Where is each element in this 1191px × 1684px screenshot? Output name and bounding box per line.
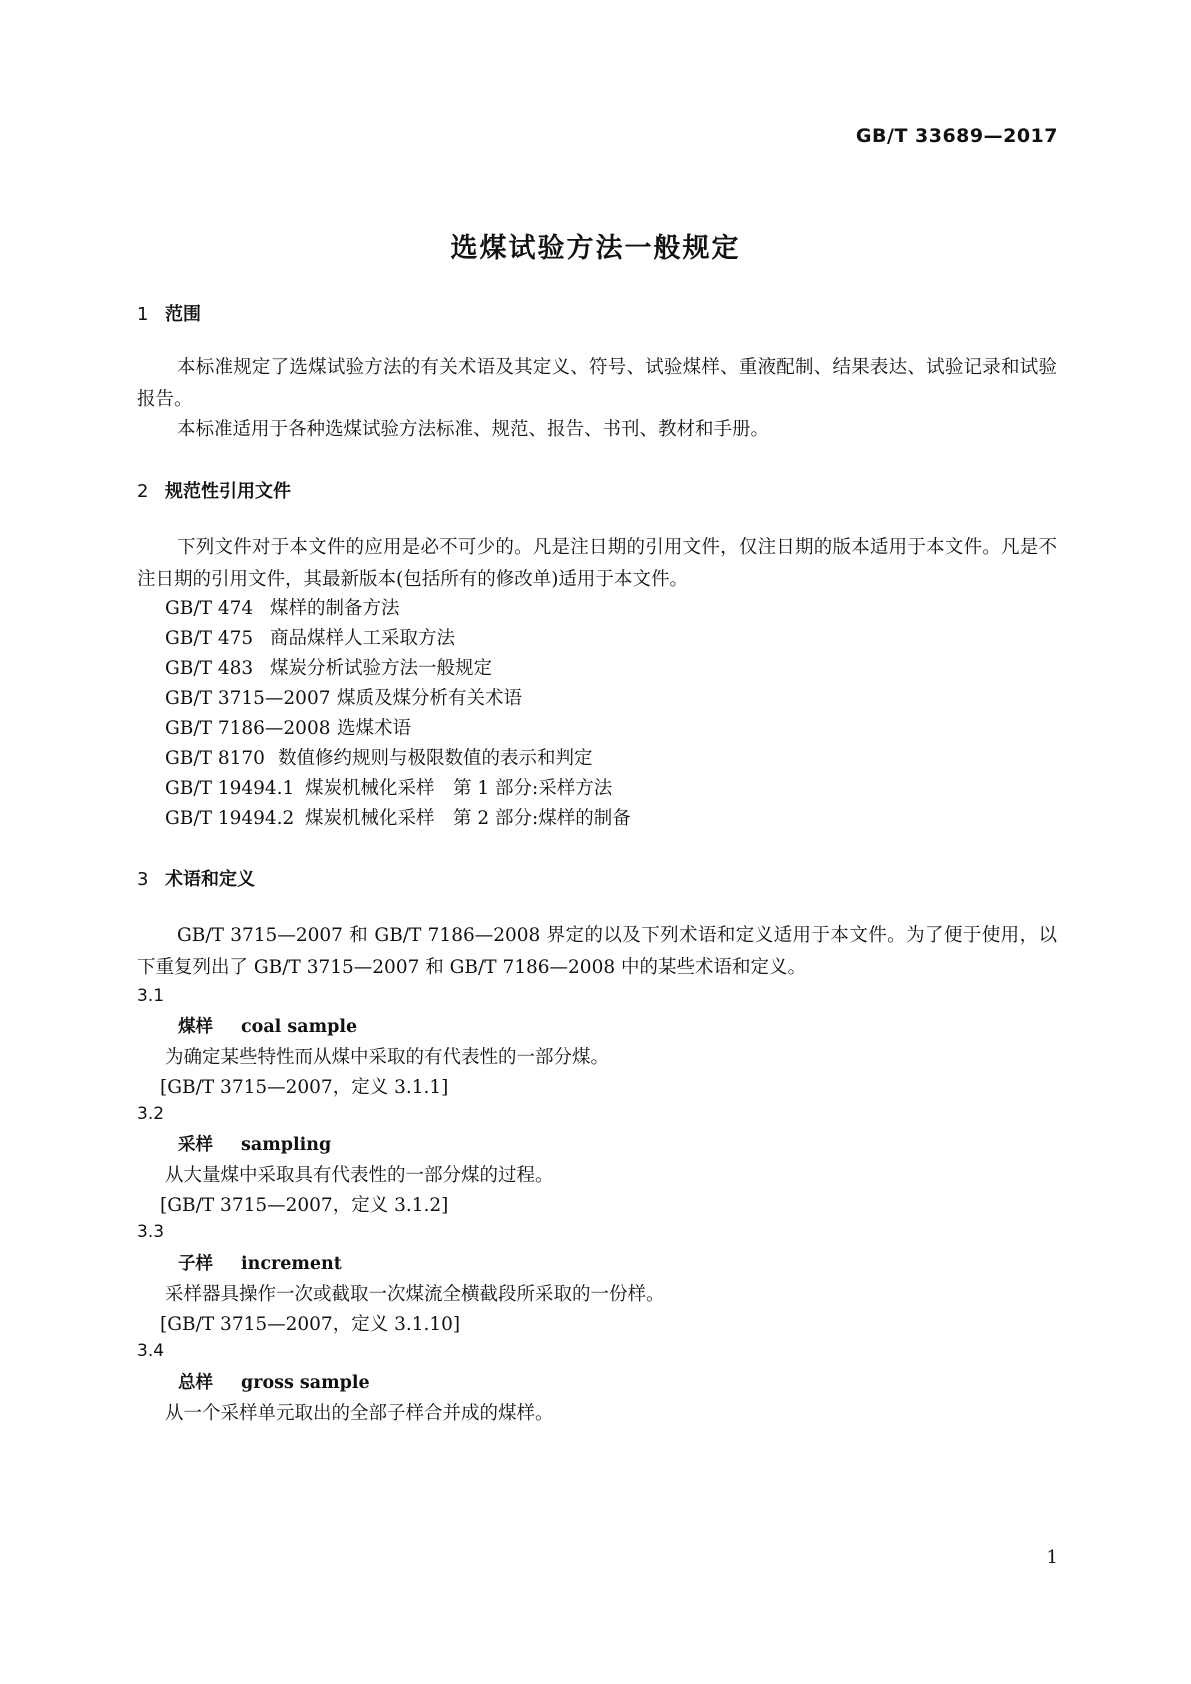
term-source: [GB/T 3715—2007，定义 3.1.10]: [160, 1314, 461, 1335]
term-number: 3.1: [137, 986, 165, 1006]
scope-paragraph-1: 本标准规定了选煤试验方法的有关术语及其定义、符号、试验煤样、重液配制、结果表达、试验记录和试验报告。: [137, 357, 1057, 410]
reference-item: [165, 714, 411, 740]
reference-item: [165, 804, 631, 830]
reference-title: 煤炭分析试验方法一般规定: [270, 658, 493, 679]
reference-item: [165, 684, 522, 710]
section-1-heading: [137, 300, 201, 326]
term-heading: [178, 1013, 357, 1038]
section-title: 规范性引用文件: [165, 481, 291, 502]
term-number: 3.2: [137, 1104, 165, 1124]
term-zh: 子样: [178, 1254, 213, 1274]
term-en: increment: [241, 1254, 342, 1274]
term-definition: 从大量煤中采取具有代表性的一部分煤的过程。: [165, 1165, 554, 1186]
term-heading: [178, 1250, 342, 1275]
term-source: [GB/T 3715—2007，定义 3.1.1]: [160, 1077, 449, 1098]
term-definition: 采样器具操作一次或截取一次煤流全横截段所采取的一份样。: [165, 1284, 665, 1305]
reference-title: 数值修约规则与极限数值的表示和判定: [278, 748, 593, 769]
scope-paragraph-2: 本标准适用于各种选煤试验方法标准、规范、报告、书刊、教材和手册。: [177, 419, 770, 440]
term-number: 3.3: [137, 1222, 165, 1242]
term-zh: 煤样: [178, 1017, 213, 1037]
document-title: 选煤试验方法一般规定: [450, 233, 741, 264]
term-number: 3.4: [137, 1341, 165, 1361]
standard-code: GB/T 33689—2017: [855, 125, 1058, 147]
references-intro: 下列文件对于本文件的应用是必不可少的。凡是注日期的引用文件，仅注日期的版本适用于本文件。凡是不注日期的引用文件，其最新版本(包括所有的修改单)适用于本文件。: [137, 537, 1057, 590]
term-heading: [178, 1369, 370, 1394]
term-zh: 总样: [178, 1373, 213, 1393]
terms-intro: GB/T 3715—2007 和 GB/T 7186—2008 界定的以及下列术语和定义适用于本文件。为了便于使用，以下重复列出了 GB/T 3715—2007 和 GB/T 7186—2008 中的某些术语和定义。: [137, 925, 1057, 978]
page-number: 1: [1046, 1547, 1058, 1568]
section-number: 3: [137, 869, 149, 890]
reference-title: 商品煤样人工采取方法: [270, 628, 456, 649]
section-title: 范围: [165, 304, 201, 325]
reference-code: GB/T 8170: [165, 748, 265, 769]
reference-code: GB/T 7186—2008: [165, 718, 331, 739]
reference-item: [165, 744, 593, 770]
term-en: gross sample: [241, 1373, 370, 1393]
section-3-heading: [137, 865, 255, 891]
section-number: 2: [137, 481, 149, 502]
section-title: 术语和定义: [165, 869, 255, 890]
reference-item: [165, 624, 455, 650]
reference-item: [165, 594, 400, 620]
reference-title: 煤质及煤分析有关术语: [337, 688, 523, 709]
term-definition: 为确定某些特性而从煤中采取的有代表性的一部分煤。: [165, 1047, 610, 1068]
reference-code: GB/T 3715—2007: [165, 688, 331, 709]
reference-title: 煤炭机械化采样 第 1 部分:采样方法: [305, 778, 613, 799]
term-zh: 采样: [178, 1135, 213, 1155]
term-definition: 从一个采样单元取出的全部子样合并成的煤样。: [165, 1403, 554, 1424]
term-en: coal sample: [241, 1017, 358, 1037]
reference-code: GB/T 483: [165, 658, 254, 679]
reference-code: GB/T 19494.2: [165, 808, 295, 829]
term-en: sampling: [241, 1135, 332, 1155]
reference-title: 煤炭机械化采样 第 2 部分:煤样的制备: [305, 808, 631, 829]
reference-code: GB/T 19494.1: [165, 778, 295, 799]
reference-code: GB/T 475: [165, 628, 254, 649]
reference-title: 煤样的制备方法: [270, 598, 400, 619]
reference-code: GB/T 474: [165, 598, 254, 619]
section-number: 1: [137, 304, 149, 325]
term-source: [GB/T 3715—2007，定义 3.1.2]: [160, 1195, 449, 1216]
term-heading: [178, 1131, 331, 1156]
reference-item: [165, 654, 492, 680]
reference-title: 选煤术语: [337, 718, 412, 739]
reference-item: [165, 774, 612, 800]
section-2-heading: [137, 477, 291, 503]
